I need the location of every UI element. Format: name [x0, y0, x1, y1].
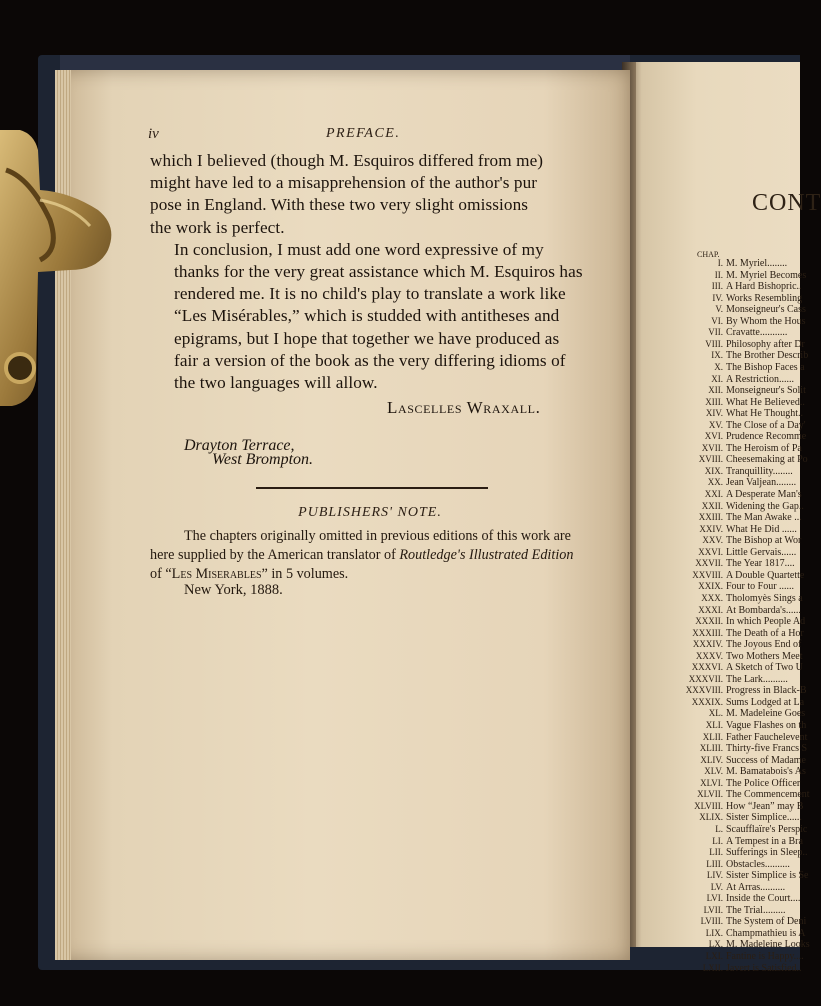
chapter-title: Sufferings in Sleep.. [726, 847, 808, 859]
chapter-title: Vague Flashes on th [726, 720, 807, 731]
chapter-title: At Arras.......... [726, 881, 786, 893]
contents-entry [630, 916, 807, 928]
chapter-number: LIX. [705, 927, 723, 938]
running-head [148, 126, 568, 146]
chapter-number: XLI. [705, 720, 723, 730]
chapter-title: M. Madeleine Looks [726, 939, 810, 951]
chapter-number: XXIII. [698, 512, 723, 523]
chapter-title: Scaufflaïre's Perspic [726, 823, 808, 835]
chapter-number: XLV. [704, 766, 723, 777]
chapter-title: Jean Valjean........ [726, 477, 797, 489]
contents-entry [630, 708, 806, 720]
contents-entry [630, 662, 803, 674]
preface-body [150, 150, 590, 394]
contents-entry [630, 500, 804, 512]
contents-entry [630, 627, 804, 639]
chapter-number: XLVI. [700, 777, 723, 788]
chapter-number: LII. [709, 847, 723, 858]
chapter-number: XXVI. [698, 546, 723, 557]
chapter-number: IX. [711, 350, 723, 361]
chapter-title: Father Fauchelevent [726, 731, 808, 743]
chapter-title: A Tempest in a Bra [726, 835, 803, 847]
contents-entry [630, 419, 806, 431]
chapter-number: XXXVI. [691, 662, 723, 673]
chapter-title: A Hard Bishopric.. [726, 281, 802, 293]
contents-entry [630, 350, 809, 362]
chapter-number: XXII. [701, 500, 723, 511]
book-title-small-caps: Les Miserables [171, 566, 262, 582]
contents-entry [630, 592, 803, 604]
chapter-title: At Bombarda's...... [726, 604, 801, 616]
metal-clip-icon [0, 130, 118, 410]
contents-entry [630, 454, 808, 466]
paragraph-1 [150, 150, 590, 239]
chapter-title: The Heroism of Pa [726, 442, 802, 454]
contents-entry [630, 905, 800, 916]
chapter-title: The Man Awake ... [726, 512, 802, 524]
chapter-number: XXV. [702, 535, 723, 546]
chapter-number: XVIII. [698, 454, 723, 465]
chapter-number: VIII. [705, 338, 723, 349]
contents-entry [630, 951, 804, 962]
chapter-number: XXIV. [699, 523, 723, 534]
chapter-title: A Desperate Man's [726, 489, 802, 500]
contents-entry [630, 639, 800, 650]
contents-entry [630, 524, 800, 535]
contents-entry [630, 292, 803, 304]
chapter-title: Monseigneur's Solit [726, 385, 806, 397]
chapter-title: Inside the Court.... [726, 893, 801, 905]
text-line: epigrams, but I hope that together we have produced as [174, 328, 560, 348]
chapter-number: LXI. [705, 951, 723, 961]
chapter-number: LVI. [706, 893, 723, 904]
chapter-title: A Restriction...... [726, 373, 795, 385]
chapter-title: Javert is Satisfied.. [726, 962, 802, 974]
contents-entry [630, 674, 800, 685]
chapter-number: XLIV. [700, 754, 723, 765]
chapter-title: M. Madeleine Goes [726, 708, 806, 720]
chapter-number: LIII. [706, 858, 723, 869]
contents-entry [630, 696, 805, 708]
contents-entry [630, 281, 800, 292]
chapter-number: XXXV. [695, 650, 723, 661]
running-title: PREFACE. [326, 126, 401, 141]
chapter-title: The Close of a Day' [726, 419, 806, 431]
contents-entry [630, 535, 800, 546]
contents-entry [630, 754, 806, 766]
chapter-number: LIV. [706, 870, 723, 881]
chapter-title: Tholomyès Sings a [726, 592, 803, 604]
contents-entry [630, 327, 800, 338]
chapter-number: XXXIV. [692, 639, 723, 650]
chapter-title: A Sketch of Two U [726, 662, 803, 674]
chapter-number: XIII. [705, 396, 723, 407]
contents-entry [630, 927, 806, 939]
chapter-title: By Whom the Hous [726, 315, 806, 327]
chapter-title: The System of Deni [726, 916, 807, 928]
publishers-line-1: The chapters originally omitted in previous editions of this work are [184, 528, 571, 544]
contents-entry [630, 304, 806, 316]
contents-entry [630, 258, 800, 269]
place-line-2: West Brompton. [212, 451, 314, 468]
text-line: fair a version of the book as the very differing idioms of [174, 350, 566, 370]
chapter-number: XXXI. [698, 604, 723, 615]
chapter-title: Progress in Black-B [726, 685, 807, 697]
place-line-1: Drayton Terrace, [184, 437, 295, 454]
chapter-title: M. Bamatabois's As [726, 766, 806, 778]
contents-entry [630, 374, 800, 385]
chapter-title: The Bishop at Wor [726, 535, 802, 547]
contents-entry [630, 581, 800, 592]
chapter-title: Cravatte........... [726, 327, 788, 339]
chapter-title: The Commencement [726, 789, 810, 801]
contents-entry [630, 743, 808, 755]
contents-entry [630, 812, 800, 823]
contents-entry [630, 847, 808, 859]
contents-entry [630, 385, 806, 397]
chapter-number: I. [717, 258, 723, 268]
chapter-number: LVIII. [700, 916, 723, 927]
chapter-title: Obstacles.......... [726, 858, 790, 870]
chapter-number: X. [714, 361, 723, 372]
chapter-number: XXVII. [695, 558, 723, 569]
chapter-title: Cheesemaking at Po [726, 454, 808, 466]
contents-entry [630, 431, 807, 443]
contents-entry [630, 835, 803, 847]
chapter-title: In which People Ad [726, 616, 806, 628]
text-line: thanks for the very great assistance which M. Esquiros has [174, 262, 583, 282]
chapter-title: Philosophy after Dr [726, 338, 805, 350]
chapter-title: The Lark.......... [726, 673, 788, 685]
chapter-title: The Brother Describ [726, 350, 809, 362]
chapter-number: XXXVIII. [685, 685, 723, 696]
publishers-line-3-c: ” in 5 volumes. [261, 566, 349, 582]
contents-entry [630, 558, 800, 569]
chapter-number: XVI. [704, 431, 723, 442]
chapter-number: LI. [712, 835, 723, 846]
chapter-number: XLIX. [699, 812, 723, 823]
contents-entry [630, 893, 800, 904]
chapter-number: XX. [707, 477, 723, 488]
chapter-number: XLIII. [699, 743, 723, 754]
chapter-number: XLII. [702, 731, 723, 742]
chapter-title: M. Myriel Becomes [726, 269, 807, 281]
paragraph-2 [150, 239, 590, 394]
chapter-number: XXX. [701, 592, 723, 603]
chapter-number: XXXVII. [688, 673, 723, 684]
publishers-line-2-text: here supplied by the American translator of [150, 547, 400, 563]
contents-entry [630, 338, 805, 350]
contents-entry [630, 823, 808, 835]
chapter-number: XIX. [704, 465, 723, 476]
publishers-line-2 [150, 546, 592, 565]
chapter-number: XXXIX. [691, 696, 723, 707]
chapter-number: III. [711, 281, 723, 292]
contents-entry [630, 489, 800, 500]
chapter-title: The Bishop Faces a [726, 361, 805, 373]
text-line: the two languages will allow. [174, 373, 378, 393]
chapter-number: LX. [708, 939, 723, 950]
chapter-title: Fantine is Happy.... [726, 951, 804, 962]
chapter-title: Widening the Gap.. [726, 500, 804, 512]
contents-entry [630, 547, 800, 558]
contents-entry [630, 269, 807, 281]
chapter-number: XII. [708, 385, 723, 396]
chapter-title: What He Did ...... [726, 523, 797, 535]
contents-entry [630, 720, 807, 731]
chapter-number: LXII. [702, 962, 723, 973]
chapter-title: The Year 1817.... [726, 558, 795, 570]
chapter-number: VI. [711, 315, 723, 326]
chapter-number: XVII. [701, 442, 723, 453]
contents-entry [630, 731, 808, 743]
chapter-title: How “Jean” may B [726, 800, 804, 812]
chapter-number: XIV. [705, 408, 723, 419]
contents-entry [630, 512, 800, 523]
chapter-number: XL. [708, 708, 723, 719]
contents-entry [630, 477, 800, 488]
contents-title: CONT [752, 190, 821, 216]
signature: Lascelles Wraxall. [387, 398, 541, 417]
text-line: which I believed (though M. Esquiros differed from me) [150, 151, 544, 170]
chapter-title: The Death of a Hor [726, 627, 804, 639]
contents-entry [630, 963, 800, 974]
page-folio: iv [148, 126, 159, 142]
contents-entry [630, 650, 803, 662]
chapter-title: What He Believed.. [726, 396, 805, 408]
text-line: the work is perfect. [150, 217, 285, 237]
chapter-title: Two Mothers Meet [726, 650, 803, 662]
chapter-title: M. Myriel........ [726, 258, 788, 269]
text-line: In conclusion, I must add one word expressive of my [174, 239, 544, 259]
text-line: pose in England. With these two very slight omissions [150, 195, 529, 215]
contents-entry [630, 616, 806, 628]
chapter-number: XLVII. [697, 789, 723, 800]
contents-entry [630, 800, 804, 812]
contents-entry [630, 361, 805, 373]
chapter-title: Little Gervais...... [726, 546, 797, 558]
chapter-title: Sister Simplice is Se [726, 870, 809, 882]
chapter-number: LVII. [703, 904, 723, 915]
text-line: rendered me. It is no child's play to translate a work like [174, 284, 566, 304]
contents-entry [630, 315, 806, 327]
chapter-number: LV. [710, 881, 723, 892]
contents-entry [630, 882, 800, 893]
chapter-title: Thirty-five Francs S [726, 743, 808, 755]
chapter-number: XLVIII. [694, 800, 723, 811]
contents-entry [630, 466, 800, 477]
chapter-title: Four to Four ...... [726, 581, 795, 593]
chapter-number: XXXIII. [692, 627, 723, 638]
contents-entry [630, 443, 800, 454]
chapter-number: XXXII. [695, 616, 723, 627]
text-line: “Les Misérables,” which is studded with antitheses and [174, 306, 560, 326]
contents-entry [630, 939, 810, 951]
chapter-title: What He Thought.. [726, 408, 804, 420]
chapter-number: V. [715, 304, 723, 315]
publishers-line-3-a: of “ [150, 566, 172, 582]
chapter-title: The Trial......... [726, 904, 786, 916]
contents-entry [630, 859, 800, 870]
contents-entry [630, 766, 806, 778]
chapter-number: L. [715, 823, 723, 834]
chap-label: CHAP. [697, 250, 720, 259]
chapter-title: Sister Simplice...... [726, 812, 802, 824]
chapter-title: Monseigneur's Cass [726, 304, 806, 316]
chapter-title: Success of Madame [726, 754, 806, 766]
chapter-number: XXVIII. [692, 569, 723, 580]
publishers-note-body [150, 527, 592, 584]
contents-entry [630, 396, 805, 408]
text-line: might have led to a misapprehension of the author's pur [150, 173, 538, 193]
contents-entry [630, 569, 805, 581]
chapter-title: Champmathieu is A [726, 927, 806, 939]
chapter-title: Sums Lodged at La [726, 696, 805, 708]
contents-entry [630, 685, 807, 697]
chapter-title: The Joyous End of [726, 639, 802, 651]
chapter-title: The Police Officer [726, 777, 801, 789]
chapter-number: VII. [708, 327, 723, 338]
contents-entry [630, 778, 800, 789]
chapter-number: XV. [708, 419, 723, 430]
publishers-note-heading: PUBLISHERS' NOTE. [298, 505, 442, 520]
chapter-title: Works Resembling [726, 292, 803, 304]
section-divider [256, 487, 488, 489]
chapter-title: Prudence Recomme [726, 431, 807, 443]
chapter-title: Tranquillity........ [726, 465, 793, 477]
date-line: New York, 1888. [184, 582, 283, 598]
chapter-number: XXI. [704, 489, 723, 499]
edition-title: Routledge's Illustrated Edition [399, 547, 574, 563]
chapter-number: XI. [711, 373, 723, 384]
contents-entry [630, 870, 809, 882]
contents-entry [630, 789, 810, 801]
publishers-note-heading-wrap [150, 505, 590, 525]
chapter-number: XXIX. [698, 581, 723, 592]
chapter-number: II. [714, 269, 723, 280]
contents-entry [630, 605, 800, 616]
chapter-title: A Double Quartette [726, 569, 805, 581]
contents-entry [630, 408, 804, 420]
chapter-number: IV. [712, 292, 723, 303]
